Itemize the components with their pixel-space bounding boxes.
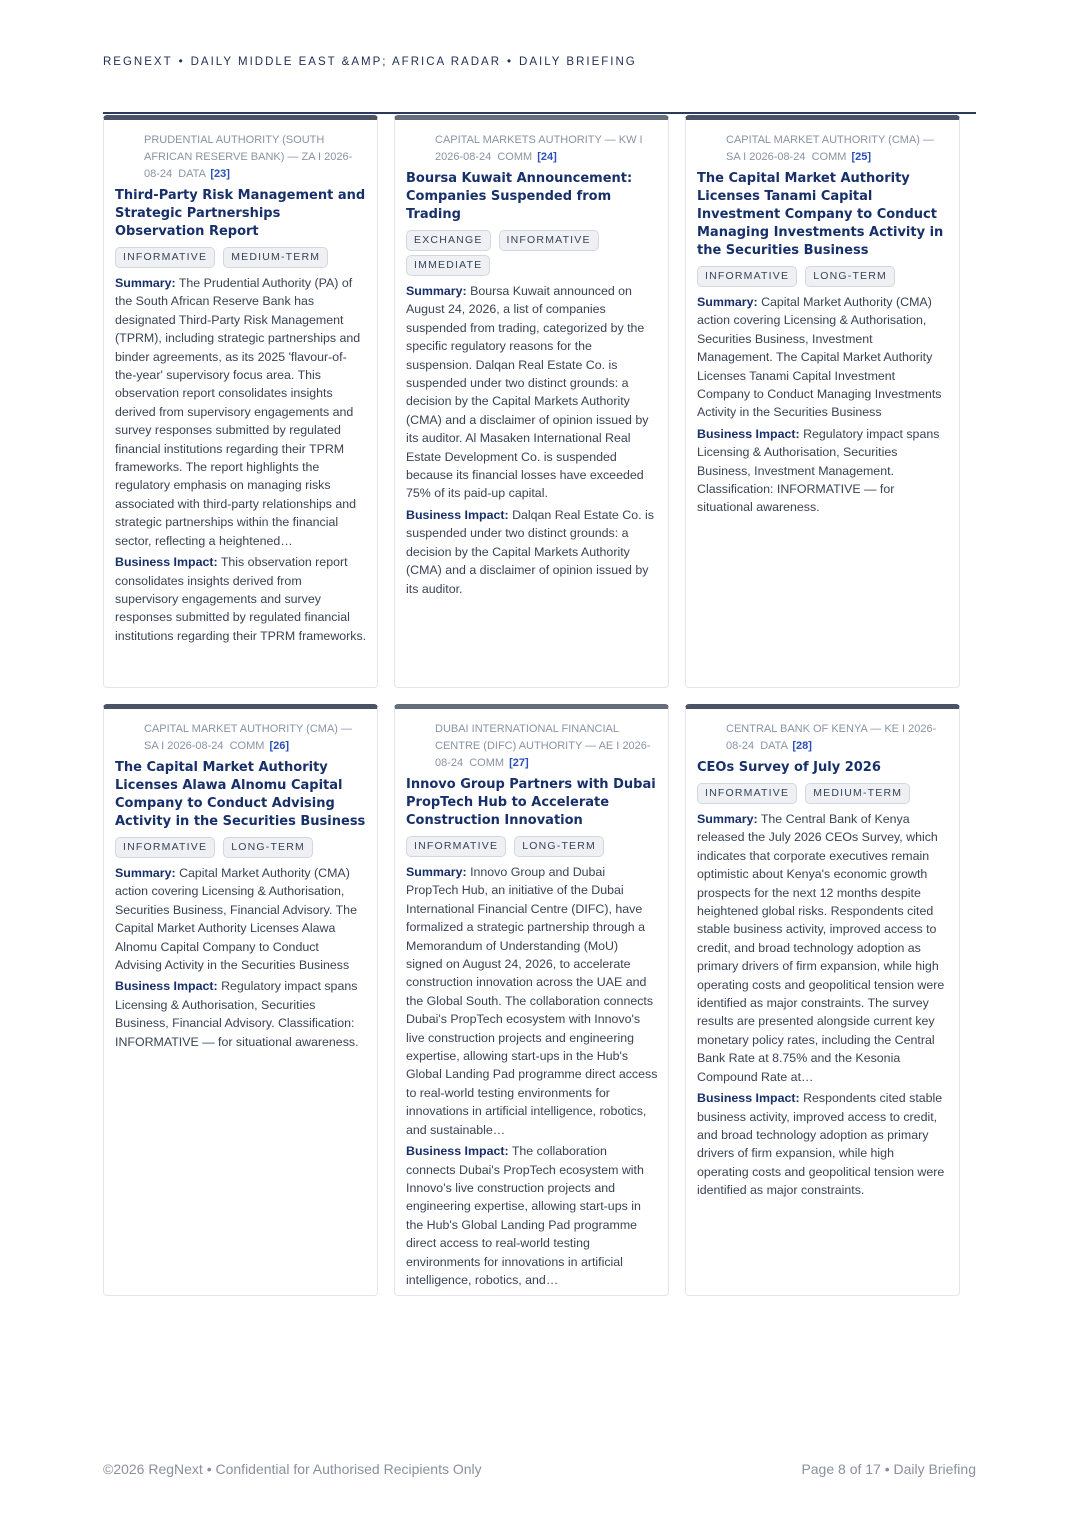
card-kind: COMM [229,740,265,752]
card-meta [115,721,367,755]
card-authority: PRUDENTIAL AUTHORITY (SOUTH AFRICAN RESERVE BANK) — ZA I [144,134,325,163]
card-tags [115,247,367,268]
card-authority: CENTRAL BANK OF KENYA — KE I [726,723,906,735]
tag-badge: INFORMATIVE [115,247,215,268]
summary-text: The Prudential Authority (PA) of the South African Reserve Bank has designated Third-Party Risk Management (TPRM), including strategic partnerships and binder agreements, as its 2025 'flavour-of-the-year' supervisory focus area. This observation report consolidates insights derived from supervisory engagements and survey responses submitted by regulated financial institutions regarding their TPRM frameworks. The report highlights the regulatory emphasis on managing risks associated with third-party relationships and strategic partnerships within the financial sector, reflecting a heightened… [115,276,361,548]
tag-badge: INFORMATIVE [499,230,599,251]
card-title: The Capital Market Authority Licenses Alawa Alnomu Capital Company to Conduct Advising Activity in the Securities Business [115,760,366,829]
tag-badge: INFORMATIVE [697,783,797,804]
card-business-impact [697,425,949,517]
tag-badge: INFORMATIVE [697,266,797,287]
header-separator: • [178,56,185,68]
card-summary [406,863,658,1139]
card-kind: DATA [178,168,206,180]
summary-text: Capital Market Authority (CMA) action covering Licensing & Authorisation, Securities Business, Financial Advisory. The Capital Market Authority Licenses Alawa Alnomu Capital Company to Conduct Advising Activity in the Securities Business [115,866,357,973]
briefing-card [685,704,960,1296]
card-reference-link[interactable]: [28] [792,740,812,752]
tag-badge: LONG-TERM [223,837,313,858]
tag-badge: EXCHANGE [406,230,491,251]
card-tags [697,783,949,804]
header-rule [103,112,976,114]
card-date: 2026-08-24 [435,740,651,769]
card-date: 2026-08-24 [726,723,937,752]
impact-label: Business Impact: [115,555,218,570]
impact-label: Business Impact: [115,979,218,994]
card-tags [406,836,658,857]
briefing-card-grid [103,115,959,1296]
tag-badge: MEDIUM-TERM [805,783,910,804]
card-tags [115,837,367,858]
impact-label: Business Impact: [406,507,509,522]
card-title: CEOs Survey of July 2026 [697,760,881,775]
card-business-impact [406,1142,658,1289]
card-kind: DATA [760,740,788,752]
briefing-card [394,115,669,688]
footer-copyright: ©2026 RegNext • Confidential for Authorised Recipients Only [103,1461,482,1477]
card-reference-link[interactable]: [23] [210,168,230,180]
header-doc-type: DAILY BRIEFING [519,56,637,68]
card-authority: DUBAI INTERNATIONAL FINANCIAL CENTRE (DIFC) AUTHORITY — AE I [435,723,620,752]
summary-text: Boursa Kuwait announced on August 24, 2026, a list of companies suspended from trading, categorized by the specific regulatory reasons for the suspension. Dalqan Real Estate Co. is suspended under two distinct grounds: a decision by the Capital Markets Authority (CMA) and a disclaimer of opinion issued by its auditor. Al Masaken International Real Estate Development Co. is suspended because its financial losses have exceeded 75% of its paid-up capital. [406,284,649,501]
card-title: Innovo Group Partners with Dubai PropTech Hub to Accelerate Construction Innovation [406,777,656,828]
impact-text: This observation report consolidates insights derived from supervisory engagements and survey responses submitted by regulated financial institutions regarding their TPRM frameworks. [115,555,367,643]
summary-text: Innovo Group and Dubai PropTech Hub, an initiative of the Dubai International Financial Centre (DIFC), have formalized a strategic partnership through a Memorandum of Understanding (MoU) signed on August 24, 2026, to accelerate construction innovation across the UAE and the Global South. The collaboration connects Dubai's PropTech ecosystem with Innovo's live construction projects and engineering expertise, allowing start-ups in the Hub's Global Landing Pad programme direct access to real-world testing environments for innovations in artificial intelligence, robotics, and sustainable… [406,865,658,1137]
card-summary [697,810,949,1086]
card-business-impact [697,1089,949,1199]
card-summary [697,293,949,422]
briefing-card [103,704,378,1296]
card-authority: CAPITAL MARKET AUTHORITY (CMA) — SA I [144,723,353,752]
card-business-impact [115,553,367,645]
card-summary [115,274,367,550]
document-header [103,56,637,68]
impact-text: Regulatory impact spans Licensing & Authorisation, Securities Business, Investment Management. Classification: INFORMATIVE — for situational awareness. [697,426,940,515]
tag-badge: INFORMATIVE [115,837,215,858]
card-tags [697,266,949,287]
card-meta [115,132,367,183]
card-reference-link[interactable]: [26] [269,740,290,752]
card-meta [406,721,658,772]
impact-label: Business Impact: [406,1144,509,1159]
tag-badge: IMMEDIATE [406,255,490,276]
card-summary [406,282,658,503]
header-separator: • [507,56,514,68]
summary-label: Summary: [406,865,467,879]
tag-badge: LONG-TERM [514,836,604,857]
card-date: 2026-08-24 [749,151,806,163]
summary-label: Summary: [115,866,176,880]
impact-text: Regulatory impact spans Licensing & Authorisation, Securities Business, Financial Advisory. Classification: INFORMATIVE — for situational awareness. [115,979,359,1049]
card-business-impact [406,506,658,598]
summary-label: Summary: [115,276,176,290]
summary-label: Summary: [697,812,758,826]
card-date: 2026-08-24 [144,151,353,180]
briefing-card [103,115,378,688]
tag-badge: MEDIUM-TERM [223,247,328,268]
impact-text: Dalqan Real Estate Co. is suspended under two distinct grounds: a decision by the Capital Markets Authority (CMA) and a disclaimer of opinion issued by its auditor. [406,507,654,596]
card-title: The Capital Market Authority Licenses Tanami Capital Investment Company to Conduct Managing Investments Activity in the Securities Business [697,171,944,258]
card-title: Boursa Kuwait Announcement: Companies Suspended from Trading [406,171,633,222]
tag-badge: INFORMATIVE [406,836,506,857]
card-kind: COMM [469,757,505,769]
footer-page-number: Page 8 of 17 • Daily Briefing [801,1461,976,1477]
summary-text: The Central Bank of Kenya released the July 2026 CEOs Survey, which indicates that corporate executives remain optimistic about Kenya's economic growth prospects for the next 12 months despite heightened global risks. Respondents cited stable business activity, improved access to credit, and broad technology adoption as primary drivers of firm expansion, while high operating costs and geopolitical tension were identified as major constraints. The survey results are presented alongside current key monetary policy rates, including the Central Bank Rate at 8.75% and the Kesonia Compound Rate at… [697,812,945,1084]
briefing-card [394,704,669,1296]
card-title: Third-Party Risk Management and Strategic Partnerships Observation Report [115,188,366,239]
card-authority: CAPITAL MARKET AUTHORITY (CMA) — SA I [726,134,935,163]
card-meta [697,132,949,166]
card-reference-link[interactable]: [25] [851,151,872,163]
card-business-impact [115,977,367,1051]
summary-label: Summary: [697,295,758,309]
card-summary [115,864,367,974]
card-kind: COMM [497,151,533,163]
impact-text: The collaboration connects Dubai's PropTech ecosystem with Innovo's live construction projects and engineering expertise, allowing start-ups in the Hub's Global Landing Pad programme direct access to real-world testing environments for innovations in artificial intelligence, robotics, and… [406,1144,644,1287]
summary-text: Capital Market Authority (CMA) action covering Licensing & Authorisation, Securities Business, Investment Management. The Capital Market Authority Licenses Tanami Capital Investment Company to Conduct Managing Investments Activity in the Securities Business [697,295,942,420]
briefing-card [685,115,960,688]
card-date: 2026-08-24 [167,740,224,752]
header-brand: REGNEXT [103,56,173,68]
impact-label: Business Impact: [697,426,800,441]
card-date: 2026-08-24 [435,151,492,163]
impact-text: Respondents cited stable business activity, improved access to credit, and broad technology adoption as primary drivers of firm expansion, while high operating costs and geopolitical tension were identified as major constraints. [697,1091,945,1198]
card-authority: CAPITAL MARKETS AUTHORITY — KW I [435,134,643,146]
header-radar: DAILY MIDDLE EAST &AMP; AFRICA RADAR [190,56,501,68]
card-reference-link[interactable]: [24] [537,151,557,163]
summary-label: Summary: [406,284,467,298]
card-meta [406,132,658,166]
tag-badge: LONG-TERM [805,266,895,287]
card-kind: COMM [811,151,847,163]
impact-label: Business Impact: [697,1091,800,1106]
card-meta [697,721,949,755]
card-reference-link[interactable]: [27] [509,757,529,769]
card-tags [406,230,658,276]
